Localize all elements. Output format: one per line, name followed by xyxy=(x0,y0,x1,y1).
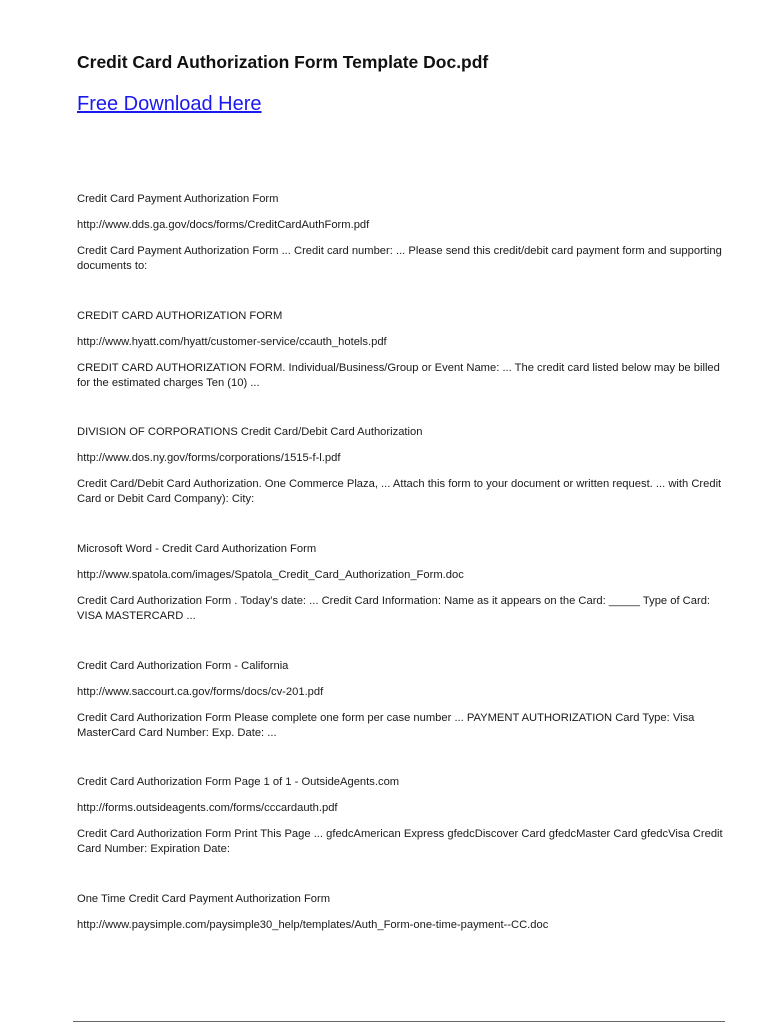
free-download-link[interactable]: Free Download Here xyxy=(77,93,262,115)
result-url[interactable]: http://forms.outsideagents.com/forms/cccardauth.pdf xyxy=(77,802,338,815)
result-item xyxy=(77,192,727,309)
result-url[interactable]: http://www.saccourt.ca.gov/forms/docs/cv-201.pdf xyxy=(77,685,324,698)
result-url[interactable]: http://www.dds.ga.gov/docs/forms/CreditCardAuthForm.pdf xyxy=(77,219,370,231)
results-list xyxy=(77,192,727,1009)
result-url[interactable]: http://www.spatola.com/images/Spatola_Credit_Card_Authorization_Form.doc xyxy=(77,569,464,582)
result-item xyxy=(77,309,727,426)
result-item xyxy=(77,542,727,659)
result-item xyxy=(77,425,727,542)
result-url[interactable]: http://www.dos.ny.gov/forms/corporations/1515-f-l.pdf xyxy=(77,452,341,465)
result-item xyxy=(77,775,727,892)
result-title: Credit Card Authorization Form Page 1 of 1 - OutsideAgents.com xyxy=(77,776,400,789)
result-title: DIVISION OF CORPORATIONS Credit Card/Debit Card Authorization xyxy=(77,426,423,439)
result-url[interactable]: http://www.hyatt.com/hyatt/customer-service/ccauth_hotels.pdf xyxy=(77,335,387,348)
result-title: Credit Card Authorization Form - California xyxy=(77,659,289,672)
result-description: Credit Card/Debit Card Authorization. One Commerce Plaza, ... Attach this form to your document or written request. ... with Credit Card or Debit Card Company): City: xyxy=(77,478,722,506)
document-title: Credit Card Authorization Form Template Doc.pdf xyxy=(77,52,489,72)
footer-divider xyxy=(73,1021,725,1022)
result-title: CREDIT CARD AUTHORIZATION FORM xyxy=(77,309,283,322)
result-title: Credit Card Payment Authorization Form xyxy=(77,193,279,205)
result-description: Credit Card Authorization Form Print This Page ... gfedcAmerican Express gfedcDiscover Card gfedcMaster Card gfedcVisa Credit Card Number: Expiration Date: xyxy=(77,828,723,856)
result-description: CREDIT CARD AUTHORIZATION FORM. Individual/Business/Group or Event Name: ... The credit card listed below may be billed for the estimated charges Ten (10) ... xyxy=(77,361,720,389)
result-item xyxy=(77,892,727,1009)
result-url[interactable]: http://www.paysimple.com/paysimple30_help/templates/Auth_Form-one-time-payment--CC.doc xyxy=(77,919,549,932)
result-description: Credit Card Authorization Form . Today’s date: ... Credit Card Information: Name as it appears on the Card: _____ Type of Card: VISA MASTERCARD ... xyxy=(77,595,711,623)
result-item xyxy=(77,659,727,776)
result-description: Credit Card Payment Authorization Form ... Credit card number: ... Please send this credit/debit card payment form and supporting documents to: xyxy=(77,245,722,272)
result-description: Credit Card Authorization Form Please complete one form per case number ... PAYMENT AUTHORIZATION Card Type: Visa MasterCard Card Number: Exp. Date: ... xyxy=(77,711,695,739)
result-title: One Time Credit Card Payment Authorization Form xyxy=(77,893,331,906)
result-title: Microsoft Word - Credit Card Authorization Form xyxy=(77,543,317,556)
